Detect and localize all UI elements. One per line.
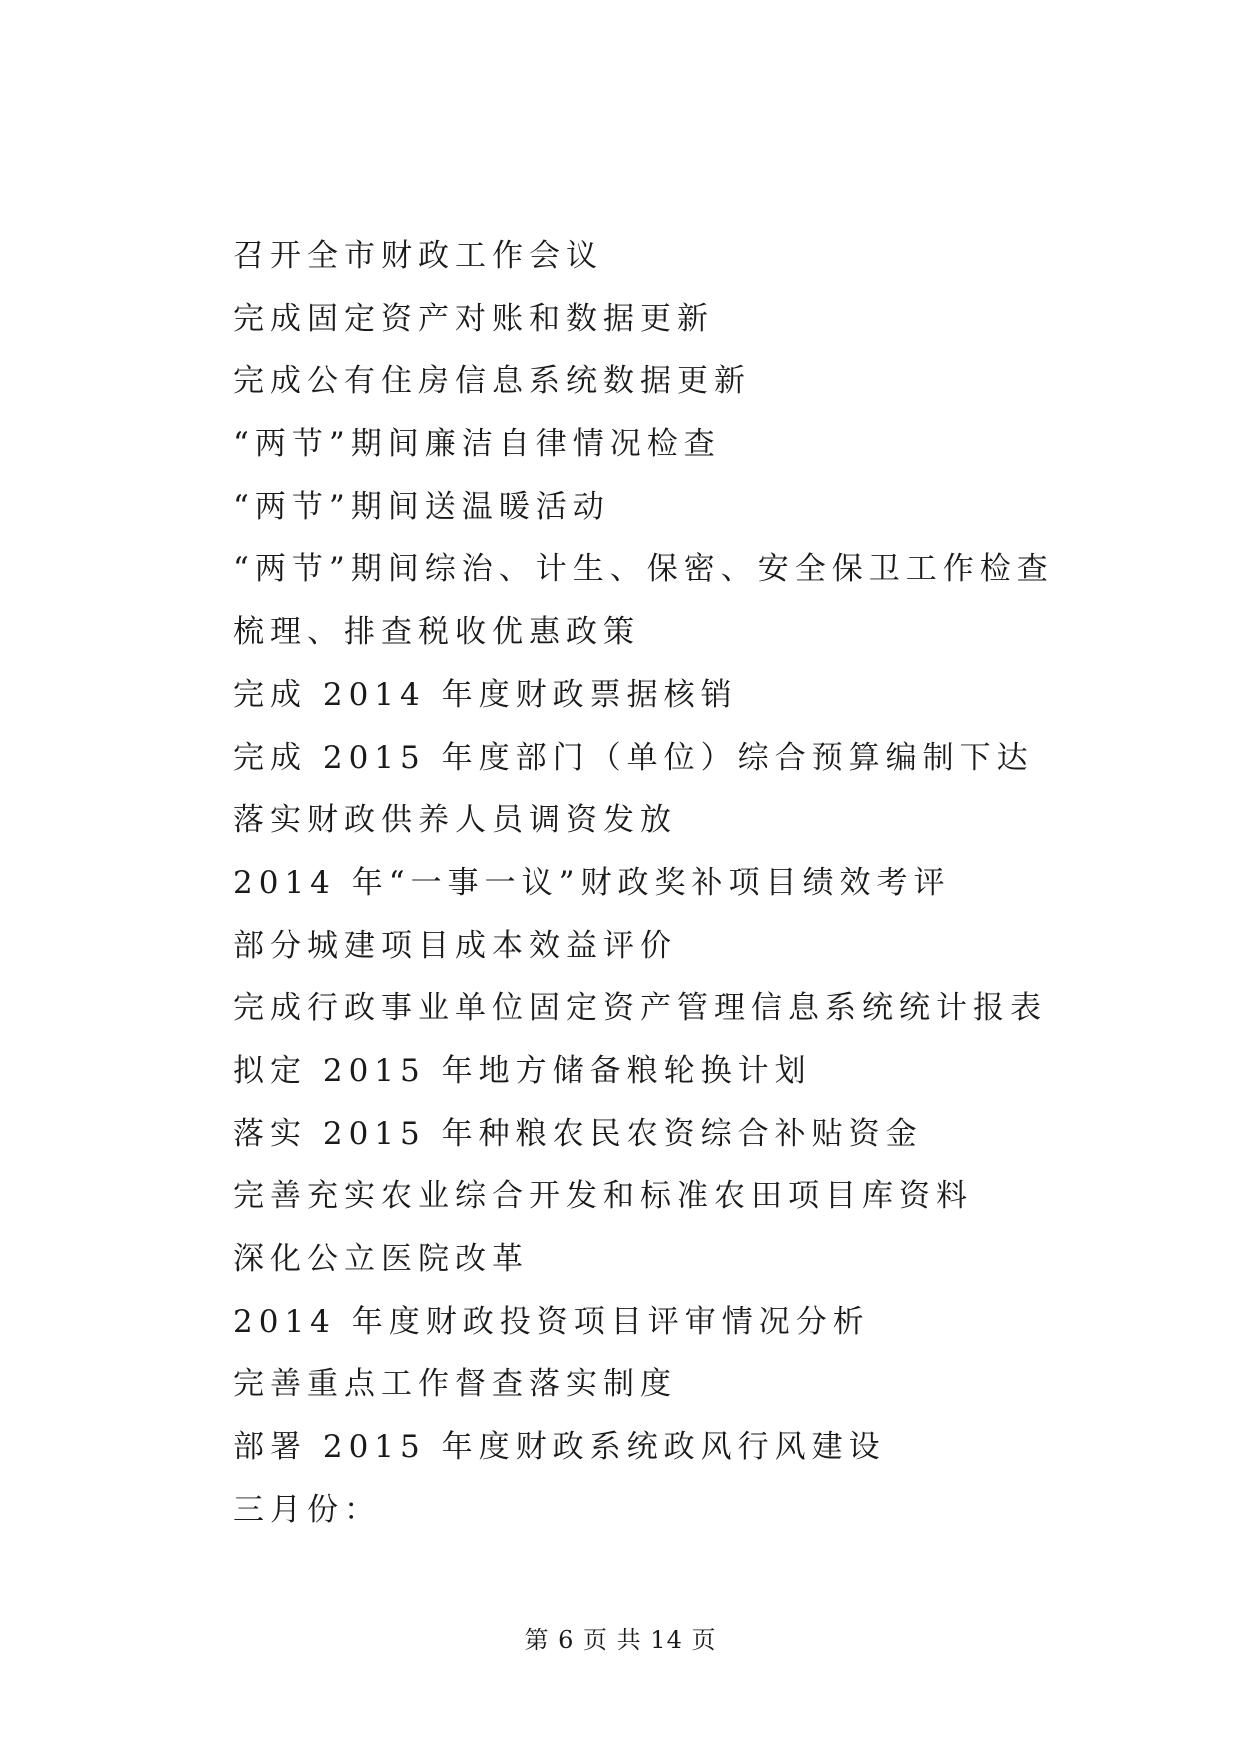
list-item: 深化公立医院改革 (233, 1241, 529, 1277)
section-heading: 三月份： (233, 1491, 381, 1528)
list-item: 完成公有住房信息系统数据更新 (233, 363, 751, 400)
list-item: “两节”期间综治、计生、保密、安全保卫工作检查 (233, 551, 1054, 588)
list-item: 完成 2014 年度财政票据核销 (233, 676, 738, 713)
list-item: 完成 2015 年度部门（单位）综合预算编制下达 (233, 739, 1034, 776)
list-item: 拟定 2015 年地方储备粮轮换计划 (233, 1052, 812, 1089)
list-item: 召开全市财政工作会议 (233, 238, 603, 274)
list-item: 完善充实农业综合开发和标准农田项目库资料 (233, 1178, 973, 1215)
work-item-list (233, 232, 1133, 1548)
list-item: 完成固定资产对账和数据更新 (233, 300, 714, 337)
list-item: 部分城建项目成本效益评价 (233, 927, 677, 964)
list-item: 完成行政事业单位固定资产管理信息系统统计报表 (233, 990, 1047, 1027)
list-item: “两节”期间廉洁自律情况检查 (233, 426, 721, 463)
list-item: 落实财政供养人员调资发放 (233, 802, 677, 839)
list-item: 落实 2015 年种粮农民农资综合补贴资金 (233, 1115, 923, 1152)
list-item: 2014 年“一事一议”财政奖补项目绩效考评 (233, 864, 951, 901)
list-item: 部署 2015 年度财政系统政风行风建设 (233, 1429, 886, 1466)
list-item: 梳理、排查税收优惠政策 (233, 614, 640, 651)
list-item: 完善重点工作督查落实制度 (233, 1366, 677, 1403)
list-item: 2014 年度财政投资项目评审情况分析 (233, 1303, 870, 1340)
page-number-footer: 第 6 页 共 14 页 (524, 1626, 717, 1654)
list-item: “两节”期间送温暖活动 (233, 488, 610, 525)
